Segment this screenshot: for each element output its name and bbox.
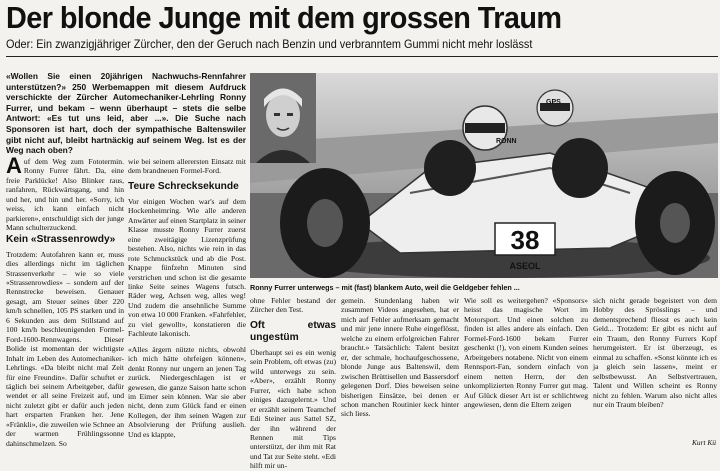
article-column-6 bbox=[593, 296, 717, 437]
car-sponsor-text: ASEOL bbox=[509, 261, 541, 271]
column-3-body: Überhaupt sei es ein wenig sein Problem, oft etwas (zu) wild unterwegs zu sein. «Aber», erzählt Ronny Furrer, «ich habe schon einiges dazugelernt.» Und er erzählt seinem Teamchef Edi Steiner aus Sattel SZ, der ihn während der Rennen mit Tips unterstützt, der ihm mit Rat und Tat zur Seite steht. «Edi hilft mir un- bbox=[250, 347, 336, 471]
column-3-intro: ohne Fehler bestand der Zürcher den Test. bbox=[250, 296, 336, 315]
article-column-4 bbox=[341, 296, 459, 447]
section-heading-3: Oft etwas ungestüm bbox=[250, 319, 336, 343]
author-byline: Kurt Kü bbox=[691, 438, 716, 447]
article-column-2 bbox=[128, 157, 246, 447]
portrait-illustration bbox=[250, 73, 316, 163]
article-column-1 bbox=[6, 153, 124, 448]
column-2-body: Vor einigen Wochen war's auf dem Hockenheimring. Wie alle anderen Anwärter auf einen Startplatz in seiner Klasse musste Ronny Furrer zuerst eine zweitägige Lizenzprüfung bestehen. Also, nichts wie rein in das rote Schmuckstück und ab die Post. Knappe fünfzehn Minuten sind verstrichen und schon ist die gesamte linke Seite seines Wagens futsch. Räder weg, Achsen weg, alles weg! Und zudem die ansehnliche Summe von etwa 10 000 Franken. «Fahrfehler, zu viel gewollt», konstatieren die Fachleute lakonisch. bbox=[128, 196, 246, 339]
column-5-body: Wie soll es weitergehen? «Sponsors» heisst das magische Wort im Motorsport. Und einen solchen zu finden ist alles andere als einfach. Den Formel-Ford-1600 bekam Furrer geschenkt (!), von einem Kunden seines Arbeitgebers notabene. Nicht von einem Rennsport-Fan, sondern einfach von einem netten Herrn, der den unkomplizierten Ronny Furrer gut mag. Auf Glück dieser Art ist er schlichtweg angewiesen, denn die Eltern zeigen bbox=[464, 296, 588, 409]
section-heading-2: Teure Schrecksekunde bbox=[128, 180, 239, 192]
article-column-5 bbox=[464, 296, 588, 447]
drop-cap: A bbox=[6, 153, 22, 178]
intro-text: uf dem Weg zum Fototermin. Ronny Furrer fährt. Da, eine freie Parklücke! Also Blinker raus, ranfahren, Rückwärtsgang, und hin und her, und hin und her. «Sorry, ich weiss, ich kann einfach nicht parkieren», entschuldigt sich der junge Mann schulterzuckend. bbox=[6, 157, 124, 233]
photo-caption: Ronny Furrer unterwegs – mit (fast) blankem Auto, weil die Geldgeber fehlen ... bbox=[250, 283, 520, 292]
column-2-intro: wie bei seinem allerersten Einsatz mit dem brandneuen Formel-Ford. bbox=[128, 157, 246, 176]
helmet-text-rear: GPS bbox=[546, 99, 561, 106]
race-car-illustration bbox=[250, 73, 718, 278]
car-number-text: 38 bbox=[510, 225, 540, 255]
column-4-body: gemein. Stundenlang haben wir zusammen Videos angesehen, hat er mich auf Fehler aufmerksam gemacht und mir jene innere Ruhe eingeflösst, welche zu einem erfolgreichen Fahrer braucht.» Tatsächlich: Talent besitzt er, der schmale, hochaufgeschossene, blonde Junge aus Baltenswil, dem zwischen Brüttisellen und Bassersdorf gelegenen Dorf. Dies beweisen seine bisherigen Einsätze, bei denen er schon manchen Routinier keck hinter sich liess. bbox=[341, 296, 459, 419]
section-heading-1: Kein «Strassenrowdy» bbox=[6, 233, 116, 245]
portrait-photo bbox=[250, 73, 316, 163]
headline-rule bbox=[6, 56, 718, 57]
article-headline: Der blonde Junge mit dem grossen Traum bbox=[6, 0, 562, 35]
article-column-3 bbox=[250, 296, 336, 471]
column-1-body: Trotzdem: Autofahren kann er, muss dies allerdings nicht im täglichen Strassenverkehr – wie so viele «Strassenrowdies» – sondern auf der Rennstrecke beweisen. Genauer gesagt, am Steuer seines über 220 km/h schnellen, 105 PS starken und in 6 Sekunden aus dem Stillstand auf 100 km/h beschleunigenden Formel-Ford-1600-Rennwagens. Dieser Bolide ist momentan der wichtigste Inhalt im Leben des Automechaniker-Lehrlings. «Da bleibt nicht mal Zeit für eine Freundin». Dafür schuftet er täglich bei seinem Arbeitgeber, dafür wendet er all seine Freizeit auf, und nicht zuletzt gibt er dafür auch jeden hart ersparten Franken her. Jene «Fränkli», die zuweilen wie Schnee an der warmen Frühlingssonne dahinschmelzen. So bbox=[6, 249, 124, 448]
intro-paragraph bbox=[6, 153, 124, 233]
race-car-photo bbox=[250, 73, 718, 278]
column-6-body: sich nicht gerade begeistert von dem Hobby des Sprösslings – und dementsprechend fliesst es auch kein Geld... Trotzdem: Er gibt es nicht auf ein Traum, den Ronny Furrers Kopf herumgeistert. Er ist überzeugt, es einmal zu schaffen. «Sonst könnte ich es ja gleich sein lassen», meint er selbstbewusst. An Selbstvertrauen, Talent und Willen scheint es Ronny nicht zu fehlen. Warum also nicht alles nur ein Traum bleiben? bbox=[593, 296, 717, 409]
column-2-body-b: «Alles ärgern nützte nichts, obwohl ich mich hätte ohrfeigen können», denkt Ronny nur ungern an jenen Tag zurück. Niedergeschlagen ist er gewesen, die ganze Saison hatte schon im Eimer sein können. War sie aber nicht, denn zum Glück fand er einen Kollegen, der ihm seinen Wagen zur Absolvierung der Prüfung auslieh. Und es klappte, bbox=[128, 344, 246, 439]
article-subheadline: Oder: Ein zwanzigjähriger Zürcher, den der Geruch nach Benzin und verbranntem Gummi nicht mehr loslässt bbox=[6, 38, 533, 51]
article-lead: «Wollen Sie einen 20jährigen Nachwuchs-Rennfahrer unterstützen?» 250 Werbemappen mit diesem Aufdruck verschickte der Zürcher Automechaniker-Lehrling Ronny Furrer, und bekam – wenn überhaupt – stets die selbe Antwort: «Es tut uns leid, aber ...». Die Suche nach Sponsoren ist hart, doch der sympathische Baltenswiler gibt nicht auf, bleibt hartnäckig auf seinem Weg. Ist es der Weg nach oben? bbox=[6, 71, 246, 156]
helmet-text-front: RONN bbox=[496, 138, 517, 145]
